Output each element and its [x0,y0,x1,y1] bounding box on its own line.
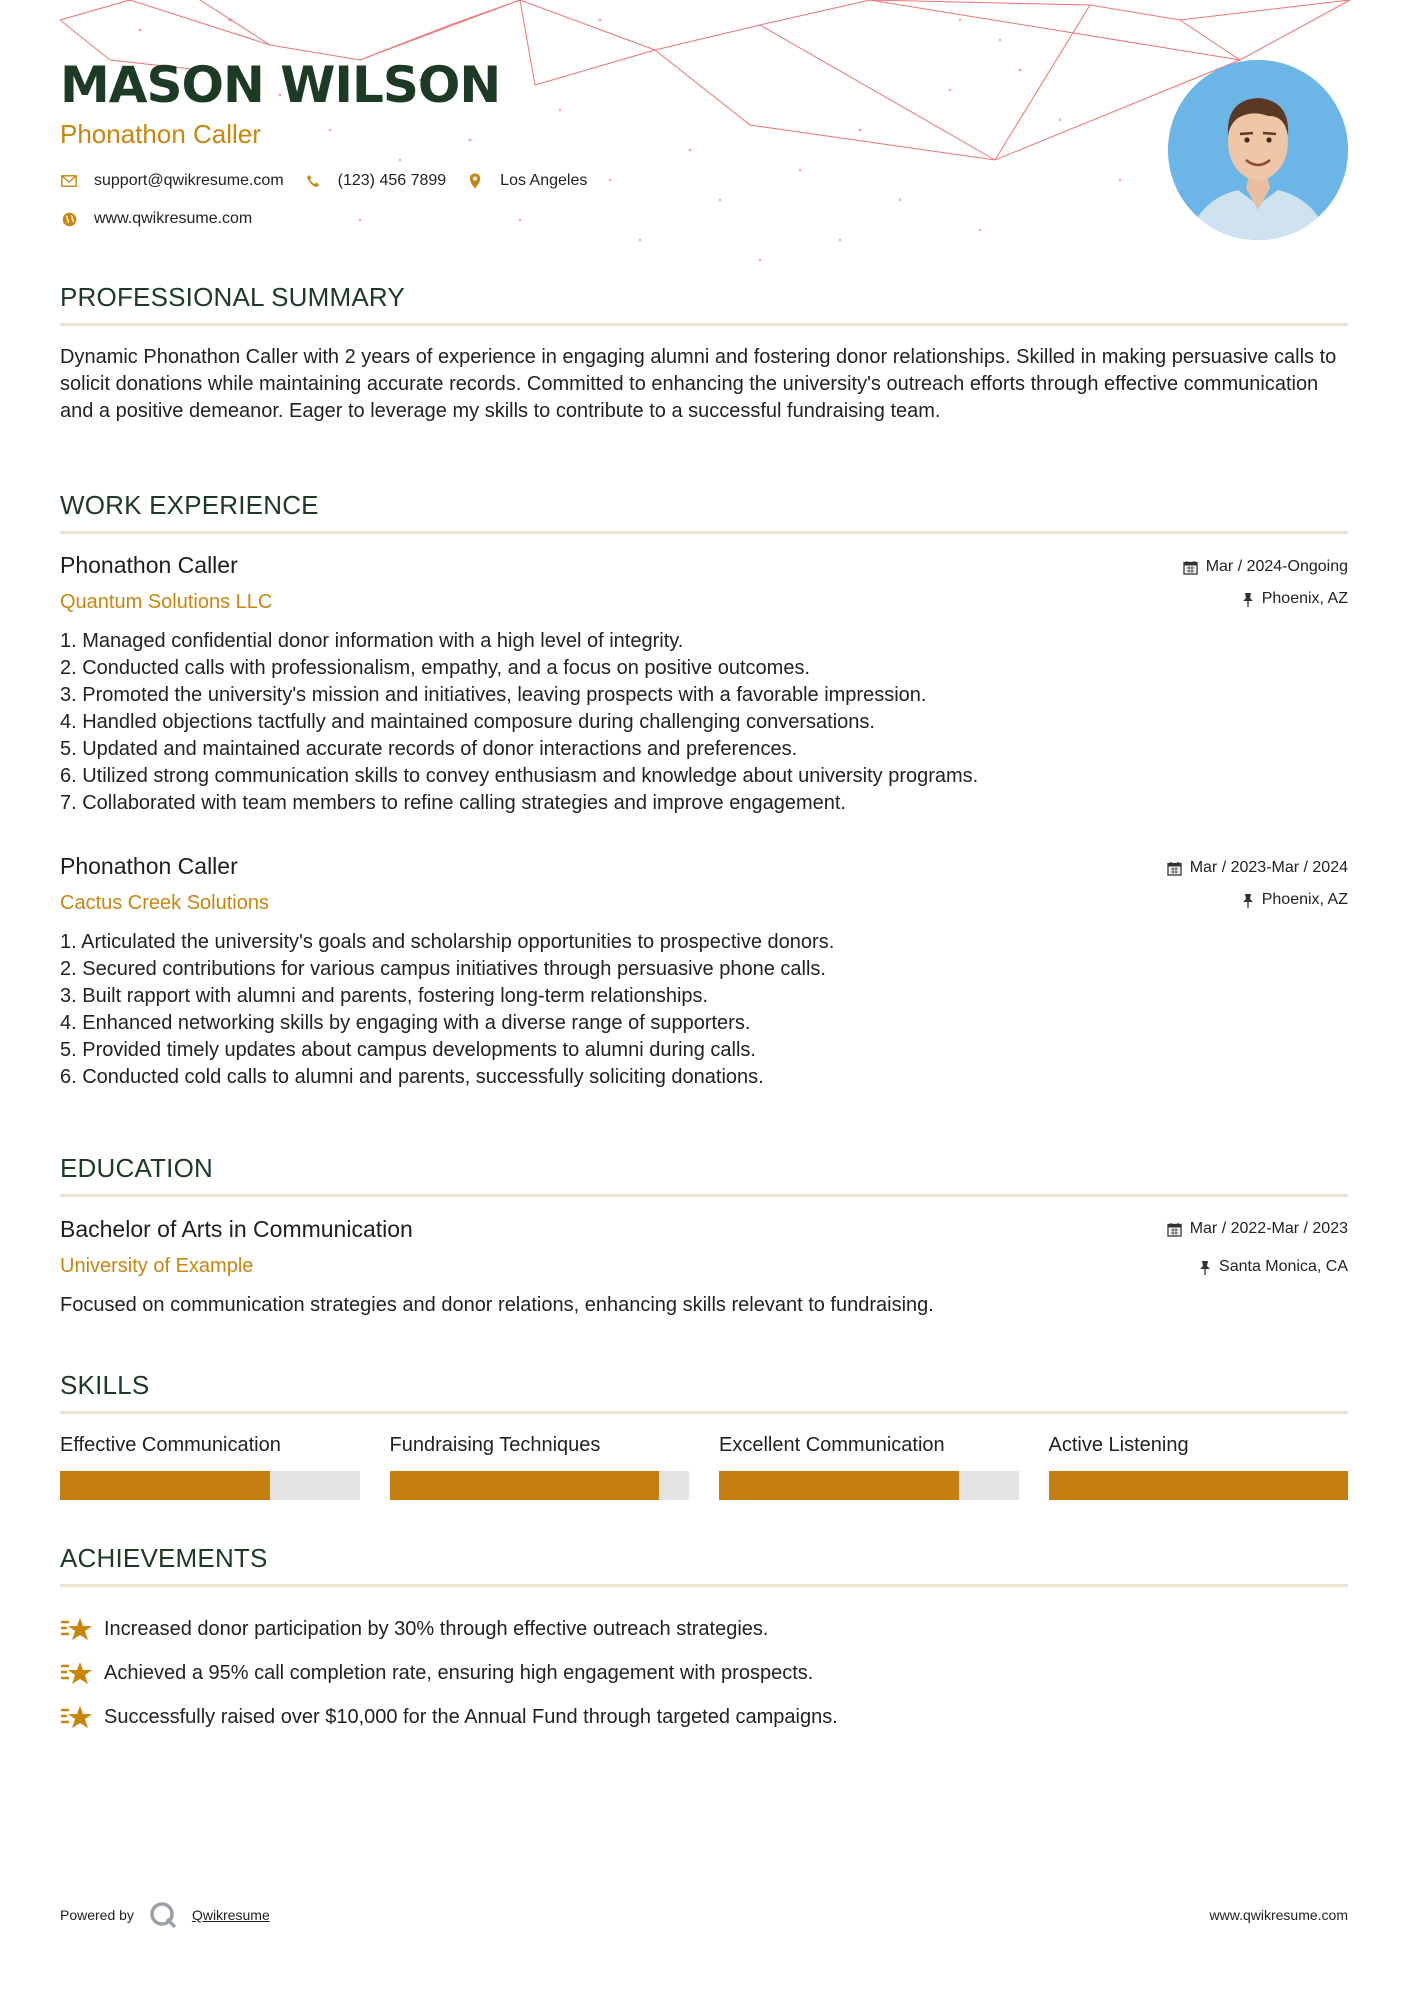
globe-icon [60,210,78,228]
qwikresume-link[interactable]: Qwikresume [191,1907,270,1923]
education-section [60,1153,1348,1323]
skill-level-bar [60,1471,360,1500]
calendar-icon [1167,1222,1182,1237]
education-dates [1167,1220,1348,1238]
section-divider [60,323,1348,326]
job-dates [1183,558,1348,576]
list-item: 6. Conducted cold calls to alumni and parents, successfully soliciting donations. [60,1066,764,1088]
list-item: 3. Built rapport with alumni and parents, fostering long-term relationships. [60,985,709,1007]
skills-section [60,1370,1348,1500]
contact-phone[interactable] [304,172,447,190]
skill-level-fill [390,1471,660,1500]
skill-name: Effective Communication [60,1434,281,1456]
job-dates-text: Mar / 2024-Ongoing [1205,558,1348,575]
achievement-text: Achieved a 95% call completion rate, ensuring high engagement with prospects. [104,1661,814,1684]
contact-email[interactable] [60,172,284,190]
list-item: 2. Secured contributions for various campus initiatives through persuasive phone calls. [60,958,826,980]
job-dates [1167,859,1348,877]
job-title: Phonathon Caller [60,552,238,578]
pushpin-icon [1242,893,1254,908]
list-item: 5. Provided timely updates about campus developments to alumni during calls. [60,1039,756,1061]
section-divider [60,531,1348,534]
list-item: 3. Promoted the university's mission and initiatives, leaving prospects with a favorable impression. [60,684,927,706]
contact-phone-text: (123) 456 7899 [337,172,447,189]
degree-title: Bachelor of Arts in Communication [60,1216,413,1242]
list-item: 4. Enhanced networking skills by engaging with a diverse range of supporters. [60,1012,751,1034]
profile-photo [1168,60,1348,240]
contact-row-website [60,210,1160,228]
candidate-name: MASON WILSON [60,56,501,114]
list-item: 5. Updated and maintained accurate records of donor interactions and preferences. [60,738,798,760]
list-item: 7. Collaborated with team members to refine calling strategies and improve engagement. [60,792,846,814]
footer-website[interactable]: www.qwikresume.com [1209,1907,1348,1923]
pushpin-icon [1199,1260,1211,1275]
skills-list [60,1434,1348,1500]
section-divider [60,1584,1348,1587]
achievements-heading: ACHIEVEMENTS [60,1543,268,1573]
job-location-text: Phoenix, AZ [1261,891,1348,908]
job-entry [60,853,1348,1091]
list-item [60,1695,1348,1739]
skill-item [1049,1434,1349,1500]
skill-level-fill [719,1471,959,1500]
list-item: 6. Utilized strong communication skills to convey enthusiasm and knowledge about university programs. [60,765,979,787]
achievement-text: Successfully raised over $10,000 for the Annual Fund through targeted campaigns. [104,1705,838,1728]
page-footer [60,1900,1348,1930]
qwikresume-logo-icon [148,1900,178,1930]
education-entry [60,1216,1348,1319]
education-location-text: Santa Monica, CA [1219,1258,1348,1275]
phone-icon [304,172,322,190]
skill-name: Fundraising Techniques [389,1434,601,1456]
skill-level-bar [719,1471,1019,1500]
contact-website-text: www.qwikresume.com [94,210,253,227]
powered-by-label: Powered by [60,1907,134,1923]
skill-item [60,1434,360,1500]
contact-row [60,172,1160,190]
job-company: Cactus Creek Solutions [60,892,269,914]
star-medal-icon [60,1658,94,1688]
summary-section [60,282,1348,425]
job-dates-text: Mar / 2023-Mar / 2024 [1189,859,1348,876]
education-heading: EDUCATION [60,1153,213,1183]
list-item [60,1651,1348,1695]
contact-location-text: Los Angeles [500,172,588,189]
pushpin-icon [1242,592,1254,607]
achievements-list [60,1607,1348,1739]
contact-email-text: support@qwikresume.com [94,172,284,189]
job-company: Quantum Solutions LLC [60,591,273,613]
section-divider [60,1411,1348,1414]
list-item: 1. Managed confidential donor information with a high level of integrity. [60,630,684,652]
job-bullets [60,929,1348,1091]
experience-heading: WORK EXPERIENCE [60,490,319,520]
experience-section [60,490,1348,1090]
section-divider [60,1194,1348,1197]
envelope-icon [60,172,78,190]
summary-text: Dynamic Phonathon Caller with 2 years of experience in engaging alumni and fostering donor relationships. Skilled in making persuasive calls to solicit donations while maintaining accurate records. Committed to enhancing the university's outreach efforts through effective communication and a positive demeanor. Eager to leverage my skills to contribute to a successful fundraising team. [60,346,1337,422]
job-entry [60,552,1348,817]
star-medal-icon [60,1702,94,1732]
skill-name: Excellent Communication [719,1434,945,1456]
skill-level-fill [1049,1471,1349,1500]
skill-name: Active Listening [1048,1434,1189,1456]
star-medal-icon [60,1614,94,1644]
candidate-role: Phonathon Caller [60,119,261,149]
list-item: 1. Articulated the university's goals and scholarship opportunities to prospective donors. [60,931,835,953]
school-name: University of Example [60,1255,254,1277]
resume-header [60,58,1160,228]
education-dates-text: Mar / 2022-Mar / 2023 [1189,1220,1348,1237]
job-bullets [60,628,1348,817]
education-location [1199,1258,1348,1276]
achievement-text: Increased donor participation by 30% through effective outreach strategies. [104,1617,769,1640]
list-item: 2. Conducted calls with professionalism, empathy, and a focus on positive outcomes. [60,657,811,679]
skill-level-bar [390,1471,690,1500]
contact-website[interactable] [60,210,252,228]
map-pin-icon [466,172,484,190]
job-location [1242,590,1348,608]
achievements-section [60,1543,1348,1739]
job-location [1242,891,1348,909]
list-item: 4. Handled objections tactfully and maintained composure during challenging conversations. [60,711,875,733]
list-item [60,1607,1348,1651]
summary-heading: PROFESSIONAL SUMMARY [60,282,405,312]
contact-location [466,172,587,190]
skill-level-bar [1049,1471,1349,1500]
education-description: Focused on communication strategies and donor relations, enhancing skills relevant to fundraising. [60,1294,934,1316]
job-title: Phonathon Caller [60,853,238,879]
skill-level-fill [60,1471,270,1500]
calendar-icon [1183,560,1198,575]
job-location-text: Phoenix, AZ [1261,590,1348,607]
skill-item [390,1434,690,1500]
skills-heading: SKILLS [60,1370,150,1400]
calendar-icon [1167,861,1182,876]
skill-item [719,1434,1019,1500]
